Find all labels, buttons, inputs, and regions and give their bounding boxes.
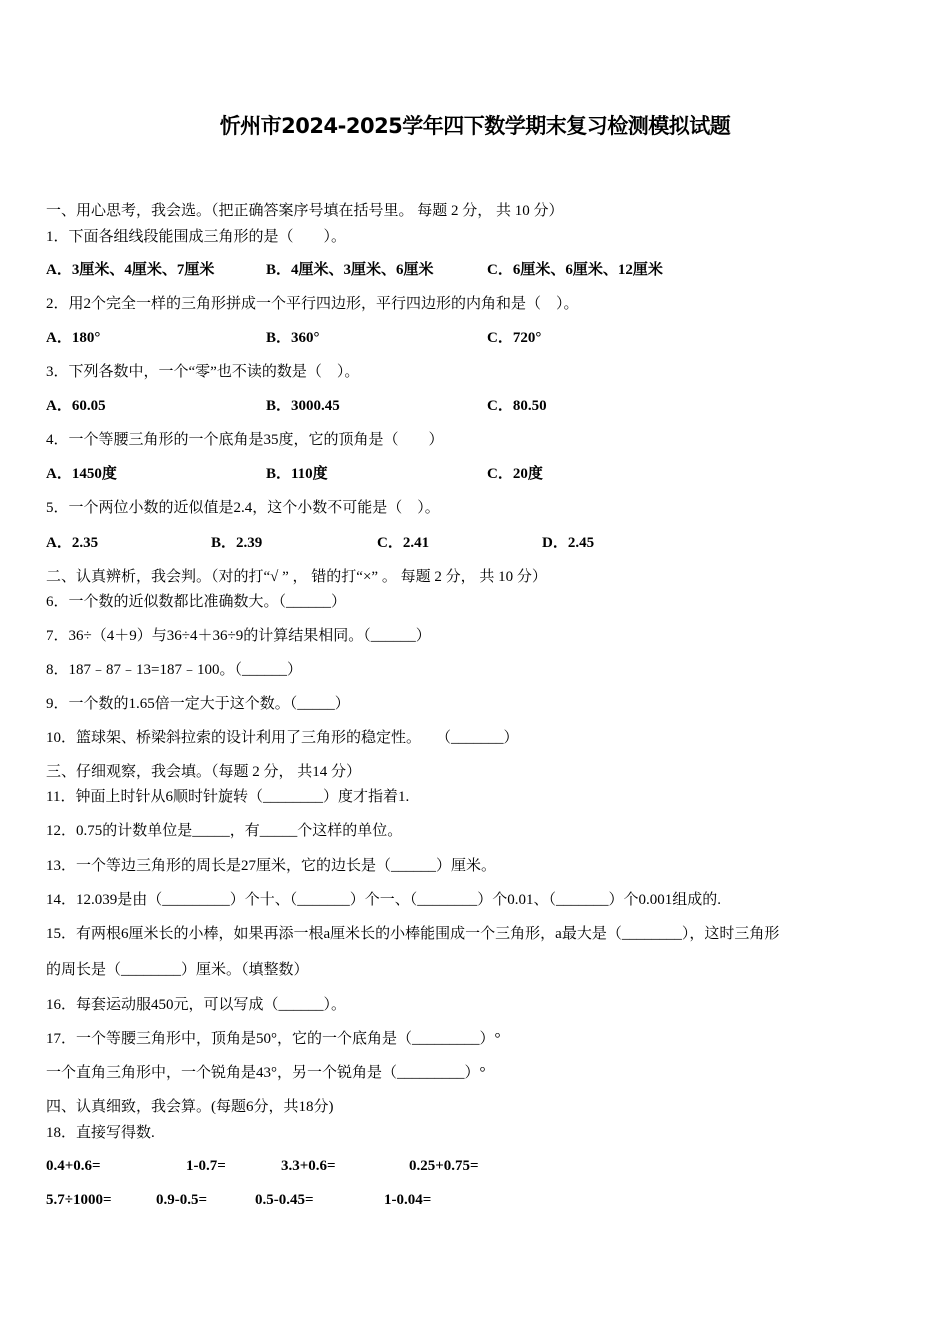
question-4: 4．一个等腰三角形的一个底角是35度，它的顶角是（ ） <box>46 432 444 448</box>
question-5: 5．一个两位小数的近似值是2.4，这个小数不可能是（ ）。 <box>46 500 440 516</box>
question-17: 17．一个等腰三角形中，顶角是50°，它的一个底角是（_________）° <box>46 1031 501 1047</box>
section-heading-3: 三、仔细观察，我会填。（每题 2 分， 共14 分） <box>46 764 362 780</box>
calc-2-1: 5.7÷1000= <box>46 1192 112 1208</box>
option-5c: C．2.41 <box>377 535 430 551</box>
question-11: 11．钟面上时针从6顺时针旋转（________）度才指着1. <box>46 789 410 805</box>
page-title: 忻州市2024-2025学年四下数学期末复习检测模拟试题 <box>219 114 731 138</box>
question-7: 7．36÷（4＋9）与36÷4＋36÷9的计算结果相同。（______） <box>46 628 431 644</box>
question-17-part2: 一个直角三角形中，一个锐角是43°，另一个锐角是（_________）° <box>46 1065 486 1081</box>
question-8: 8．187﹣87﹣13=187﹣100。（______） <box>46 662 302 678</box>
question-12: 12．0.75的计数单位是_____，有_____个这样的单位。 <box>46 823 403 839</box>
question-14: 14．12.039是由（_________）个十、（_______）个一、（________）个0.01、（_______）个0.001组成的. <box>46 892 722 908</box>
question-1: 1．下面各组线段能围成三角形的是（ ）。 <box>46 229 347 245</box>
question-9: 9．一个数的1.65倍一定大于这个数。（_____） <box>46 696 350 712</box>
option-5d: D．2.45 <box>542 535 595 551</box>
question-3: 3．下列各数中，一个“零”也不读的数是（ ）。 <box>46 364 360 380</box>
section-heading-1: 一、用心思考，我会选。（把正确答案序号填在括号里。 每题 2 分， 共 10 分） <box>46 203 564 219</box>
option-4c: C．20度 <box>487 466 543 482</box>
calc-1-1: 0.4+0.6= <box>46 1158 101 1174</box>
question-10: 10．篮球架、桥梁斜拉索的设计利用了三角形的稳定性。 （_______） <box>46 730 519 746</box>
question-6: 6．一个数的近似数都比准确数大。（______） <box>46 594 347 610</box>
option-1c: C．6厘米、6厘米、12厘米 <box>487 262 663 278</box>
section-heading-2: 二、认真辨析，我会判。（对的打“√ ” ， 错的打“×” 。 每题 2 分， 共 10 分） <box>46 569 547 585</box>
option-1a: A．3厘米、4厘米、7厘米 <box>46 262 215 278</box>
calc-1-2: 1-0.7= <box>186 1158 226 1174</box>
question-15-cont: 的周长是（________）厘米。（填整数） <box>46 962 309 978</box>
option-2c: C．720° <box>487 330 542 346</box>
section-heading-4: 四、认真细致，我会算。(每题6分，共18分) <box>46 1099 334 1115</box>
calc-1-3: 3.3+0.6= <box>281 1158 336 1174</box>
option-3b: B．3000.45 <box>266 398 340 414</box>
calc-2-4: 1-0.04= <box>384 1192 432 1208</box>
option-2a: A．180° <box>46 330 101 346</box>
option-2b: B．360° <box>266 330 320 346</box>
question-13: 13．一个等边三角形的周长是27厘米，它的边长是（______）厘米。 <box>46 858 497 874</box>
calc-2-3: 0.5-0.45= <box>255 1192 314 1208</box>
question-18: 18．直接写得数. <box>46 1125 155 1141</box>
question-2: 2．用2个完全一样的三角形拼成一个平行四边形，平行四边形的内角和是（ ）。 <box>46 296 579 312</box>
calc-2-2: 0.9-0.5= <box>156 1192 208 1208</box>
question-16: 16．每套运动服450元，可以写成（______）。 <box>46 997 347 1013</box>
question-15: 15．有两根6厘米长的小棒，如果再添一根a厘米长的小棒能围成一个三角形，a最大是（________），这时三角形 <box>46 926 780 942</box>
option-3a: A．60.05 <box>46 398 106 414</box>
option-4b: B．110度 <box>266 466 328 482</box>
option-5b: B．2.39 <box>211 535 263 551</box>
option-5a: A．2.35 <box>46 535 99 551</box>
calc-1-4: 0.25+0.75= <box>409 1158 479 1174</box>
option-4a: A．1450度 <box>46 466 117 482</box>
option-1b: B．4厘米、3厘米、6厘米 <box>266 262 434 278</box>
option-3c: C．80.50 <box>487 398 547 414</box>
